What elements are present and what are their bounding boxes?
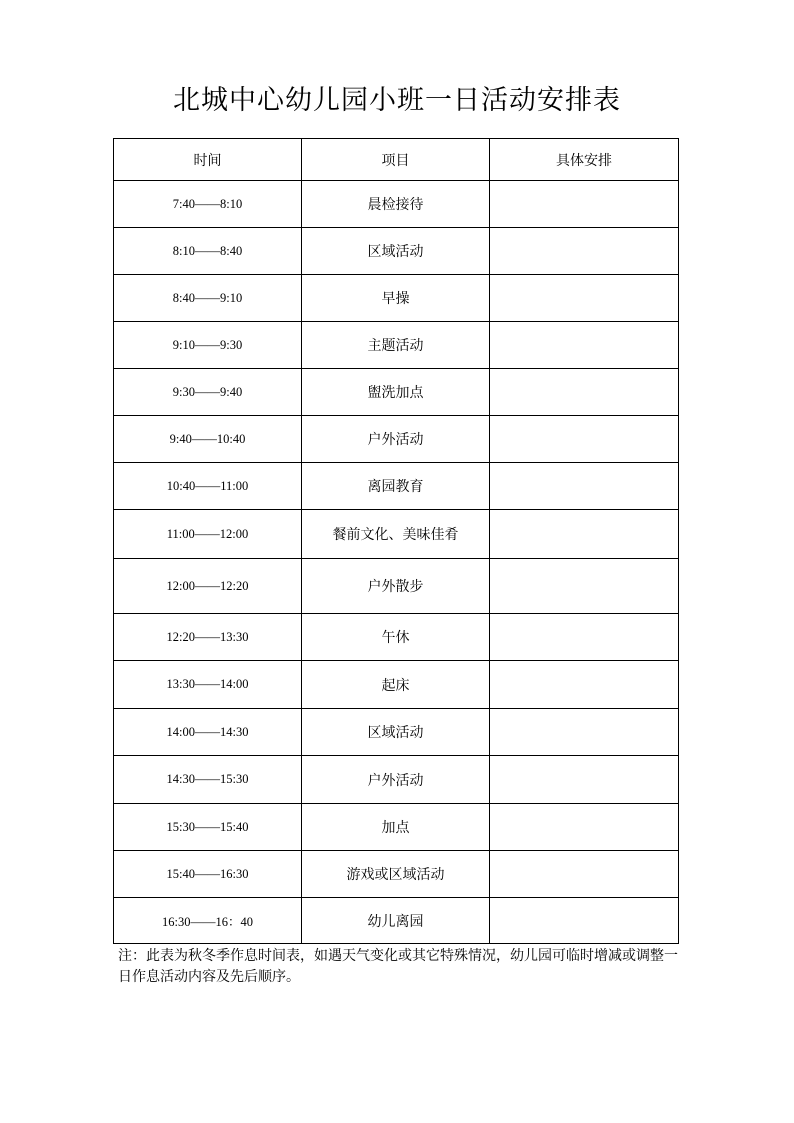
detail-cell bbox=[490, 181, 679, 228]
table-header-row bbox=[114, 139, 679, 181]
item-cell: 午休 bbox=[302, 614, 490, 661]
detail-cell bbox=[490, 322, 679, 369]
time-cell: 9:10——9:30 bbox=[114, 322, 302, 369]
table-row bbox=[114, 369, 679, 416]
header-detail: 具体安排 bbox=[490, 139, 679, 181]
detail-cell bbox=[490, 510, 679, 559]
time-cell: 13:30——14:00 bbox=[114, 661, 302, 709]
detail-cell bbox=[490, 804, 679, 851]
time-cell: 16:30——16：40 bbox=[114, 898, 302, 944]
time-cell: 10:40——11:00 bbox=[114, 463, 302, 510]
table-row bbox=[114, 804, 679, 851]
detail-cell bbox=[490, 756, 679, 804]
table-row bbox=[114, 851, 679, 898]
table-row bbox=[114, 898, 679, 944]
item-cell: 游戏或区域活动 bbox=[302, 851, 490, 898]
time-cell: 15:30——15:40 bbox=[114, 804, 302, 851]
item-cell: 晨检接待 bbox=[302, 181, 490, 228]
item-cell: 盥洗加点 bbox=[302, 369, 490, 416]
page-title: 北城中心幼儿园小班一日活动安排表 bbox=[173, 85, 621, 116]
detail-cell bbox=[490, 614, 679, 661]
table-row bbox=[114, 661, 679, 709]
time-cell: 8:40——9:10 bbox=[114, 275, 302, 322]
table-row bbox=[114, 559, 679, 614]
time-cell: 7:40——8:10 bbox=[114, 181, 302, 228]
table-row bbox=[114, 181, 679, 228]
detail-cell bbox=[490, 369, 679, 416]
table-row bbox=[114, 275, 679, 322]
item-cell: 户外散步 bbox=[302, 559, 490, 614]
time-cell: 15:40——16:30 bbox=[114, 851, 302, 898]
item-cell: 主题活动 bbox=[302, 322, 490, 369]
detail-cell bbox=[490, 559, 679, 614]
table-row bbox=[114, 756, 679, 804]
table-row bbox=[114, 709, 679, 756]
table-row bbox=[114, 416, 679, 463]
time-cell: 9:30——9:40 bbox=[114, 369, 302, 416]
time-cell: 12:20——13:30 bbox=[114, 614, 302, 661]
item-cell: 加点 bbox=[302, 804, 490, 851]
item-cell: 区域活动 bbox=[302, 709, 490, 756]
detail-cell bbox=[490, 463, 679, 510]
item-cell: 户外活动 bbox=[302, 416, 490, 463]
table-row bbox=[114, 510, 679, 559]
time-cell: 9:40——10:40 bbox=[114, 416, 302, 463]
item-cell: 早操 bbox=[302, 275, 490, 322]
time-cell: 11:00——12:00 bbox=[114, 510, 302, 559]
item-cell: 区域活动 bbox=[302, 228, 490, 275]
item-cell: 起床 bbox=[302, 661, 490, 709]
item-cell: 幼儿离园 bbox=[302, 898, 490, 944]
detail-cell bbox=[490, 275, 679, 322]
item-cell: 户外活动 bbox=[302, 756, 490, 804]
time-cell: 14:00——14:30 bbox=[114, 709, 302, 756]
header-time: 时间 bbox=[114, 139, 302, 181]
detail-cell bbox=[490, 709, 679, 756]
item-cell: 离园教育 bbox=[302, 463, 490, 510]
table-row bbox=[114, 322, 679, 369]
detail-cell bbox=[490, 661, 679, 709]
time-cell: 12:00——12:20 bbox=[114, 559, 302, 614]
footnote: 注：此表为秋冬季作息时间表，如遇天气变化或其它特殊情况，幼儿园可临时增减或调整一日作息活动内容及先后顺序。 bbox=[118, 948, 678, 985]
detail-cell bbox=[490, 228, 679, 275]
time-cell: 8:10——8:40 bbox=[114, 228, 302, 275]
header-item: 项目 bbox=[302, 139, 490, 181]
detail-cell bbox=[490, 898, 679, 944]
table-row bbox=[114, 228, 679, 275]
detail-cell bbox=[490, 851, 679, 898]
schedule-table bbox=[113, 138, 679, 944]
table-row bbox=[114, 463, 679, 510]
item-cell: 餐前文化、美味佳肴 bbox=[302, 510, 490, 559]
detail-cell bbox=[490, 416, 679, 463]
table-row bbox=[114, 614, 679, 661]
time-cell: 14:30——15:30 bbox=[114, 756, 302, 804]
